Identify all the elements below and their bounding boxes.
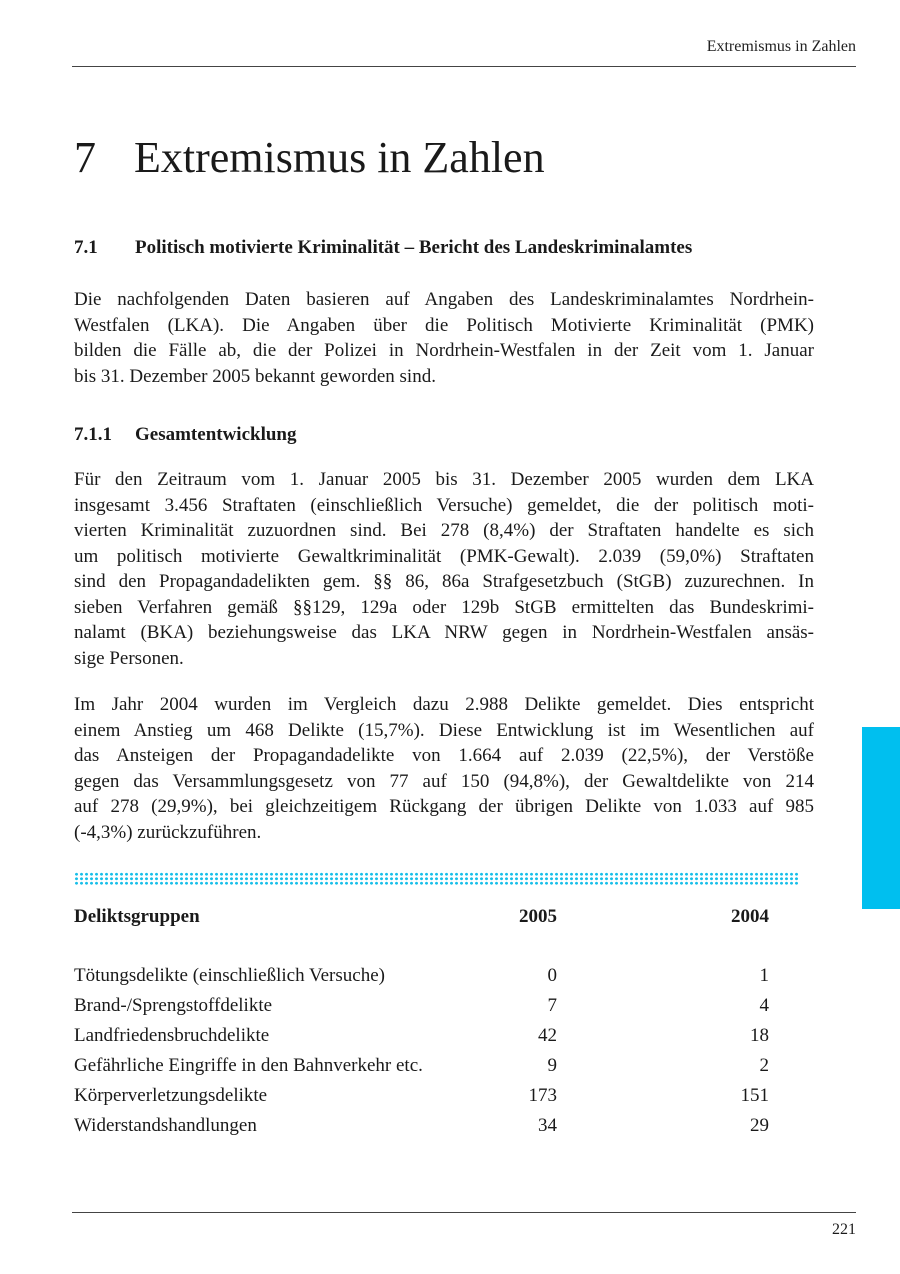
text-line: sind den Propagandadelikten gem. §§ 86, 86a Strafgesetzbuch (StGB) zuzurechnen. In (74, 571, 814, 592)
value-2005: 173 (528, 1085, 557, 1106)
value-2005: 7 (547, 995, 557, 1016)
value-2004: 151 (740, 1085, 769, 1106)
text-line: sige Personen. (74, 647, 184, 669)
paragraph-intro (74, 287, 814, 389)
chapter-side-tab (862, 727, 900, 909)
value-2005: 9 (547, 1055, 557, 1076)
row-label: Körperverletzungsdelikte (74, 1085, 268, 1106)
text-line: insgesamt 3.456 Straftaten (einschließlich Versuche) gemeldet, die der politisch moti- (74, 494, 814, 516)
dotted-separator (74, 872, 800, 886)
section-title: Gesamtentwicklung (135, 424, 297, 445)
row-label: Widerstandshandlungen (74, 1115, 257, 1136)
offense-table (74, 902, 774, 1141)
table-spacer (74, 932, 774, 961)
section-number: 7.1 (74, 237, 98, 258)
section-title: Politisch motivierte Kriminalität – Bericht des Landeskriminalamtes (135, 237, 693, 258)
text-line: bilden die Fälle ab, die der Polizei in Nordrhein-Westfalen in der Zeit vom 1. Januar (74, 340, 814, 361)
text-line: gegen das Versammlungsgesetz von 77 auf 150 (94,8%), der Gewaltdelikte von 214 (74, 770, 814, 792)
value-2004: 2 (759, 1055, 769, 1076)
row-label: Brand-/Sprengstoffdelikte (74, 995, 273, 1016)
text-line: Für den Zeitraum vom 1. Januar 2005 bis 31. Dezember 2005 wurden dem LKA (74, 469, 814, 490)
table-row (74, 1051, 774, 1081)
chapter-title-text: Extremismus in Zahlen (134, 133, 545, 182)
text-line: um politisch motivierte Gewaltkriminalität (PMK-Gewalt). 2.039 (59,0%) Straftaten (74, 545, 814, 567)
text-line: Die nachfolgenden Daten basieren auf Angaben des Landeskriminalamtes Nordrhein- (74, 289, 814, 310)
table-row (74, 961, 774, 991)
paragraph-overview (74, 467, 814, 671)
value-2004: 4 (759, 995, 769, 1016)
value-2005: 0 (547, 965, 557, 986)
section-heading-7-1 (74, 236, 692, 260)
value-2005: 34 (538, 1115, 557, 1136)
value-2004: 18 (750, 1025, 769, 1046)
text-line: das Ansteigen der Propagandadelikte von 1.664 auf 2.039 (22,5%), der Verstöße (74, 745, 814, 766)
bottom-rule (72, 1212, 856, 1213)
text-line: einem Anstieg um 468 Delikte (15,7%). Diese Entwicklung ist im Wesentlichen auf (74, 719, 814, 741)
table-row (74, 1081, 774, 1111)
text-line: sieben Verfahren gemäß §§129, 129a oder 129b StGB ermittelten das Bundeskrimi- (74, 596, 814, 618)
row-label: Tötungsdelikte (einschließlich Versuche) (74, 965, 385, 986)
row-label: Landfriedensbruchdelikte (74, 1025, 270, 1046)
text-line: Westfalen (LKA). Die Angaben über die Politisch Motivierte Kriminalität (PMK) (74, 314, 814, 336)
column-header-category: Deliktsgruppen (74, 906, 200, 927)
chapter-number: 7 (74, 133, 96, 182)
column-header-2004: 2004 (731, 906, 769, 927)
page-number: 221 (832, 1221, 856, 1238)
top-rule (72, 66, 856, 67)
running-head: Extremismus in Zahlen (706, 38, 856, 55)
value-2004: 1 (759, 965, 769, 986)
table-row (74, 1111, 774, 1141)
text-line: vierten Kriminalität zuzuordnen sind. Bei 278 (8,4%) der Straftaten handelte es sich (74, 520, 814, 541)
paragraph-comparison (74, 692, 814, 845)
text-line: (-4,3%) zurückzuführen. (74, 821, 262, 843)
section-heading-7-1-1 (74, 423, 297, 447)
table-row (74, 1021, 774, 1051)
table-row (74, 991, 774, 1021)
text-line: auf 278 (29,9%), bei gleichzeitigem Rückgang der übrigen Delikte von 1.033 auf 985 (74, 796, 814, 817)
column-header-2005: 2005 (519, 906, 557, 927)
row-label: Gefährliche Eingriffe in den Bahnverkehr etc. (74, 1055, 423, 1076)
text-line: bis 31. Dezember 2005 bekannt geworden sind. (74, 365, 436, 387)
table-header-row (74, 902, 774, 932)
chapter-title (74, 132, 545, 184)
value-2005: 42 (538, 1025, 557, 1046)
text-line: nalamt (BKA) beziehungsweise das LKA NRW gegen in Nordrhein-Westfalen ansäs- (74, 622, 814, 643)
section-number: 7.1.1 (74, 424, 112, 445)
text-line: Im Jahr 2004 wurden im Vergleich dazu 2.988 Delikte gemeldet. Dies entspricht (74, 694, 814, 715)
value-2004: 29 (750, 1115, 769, 1136)
